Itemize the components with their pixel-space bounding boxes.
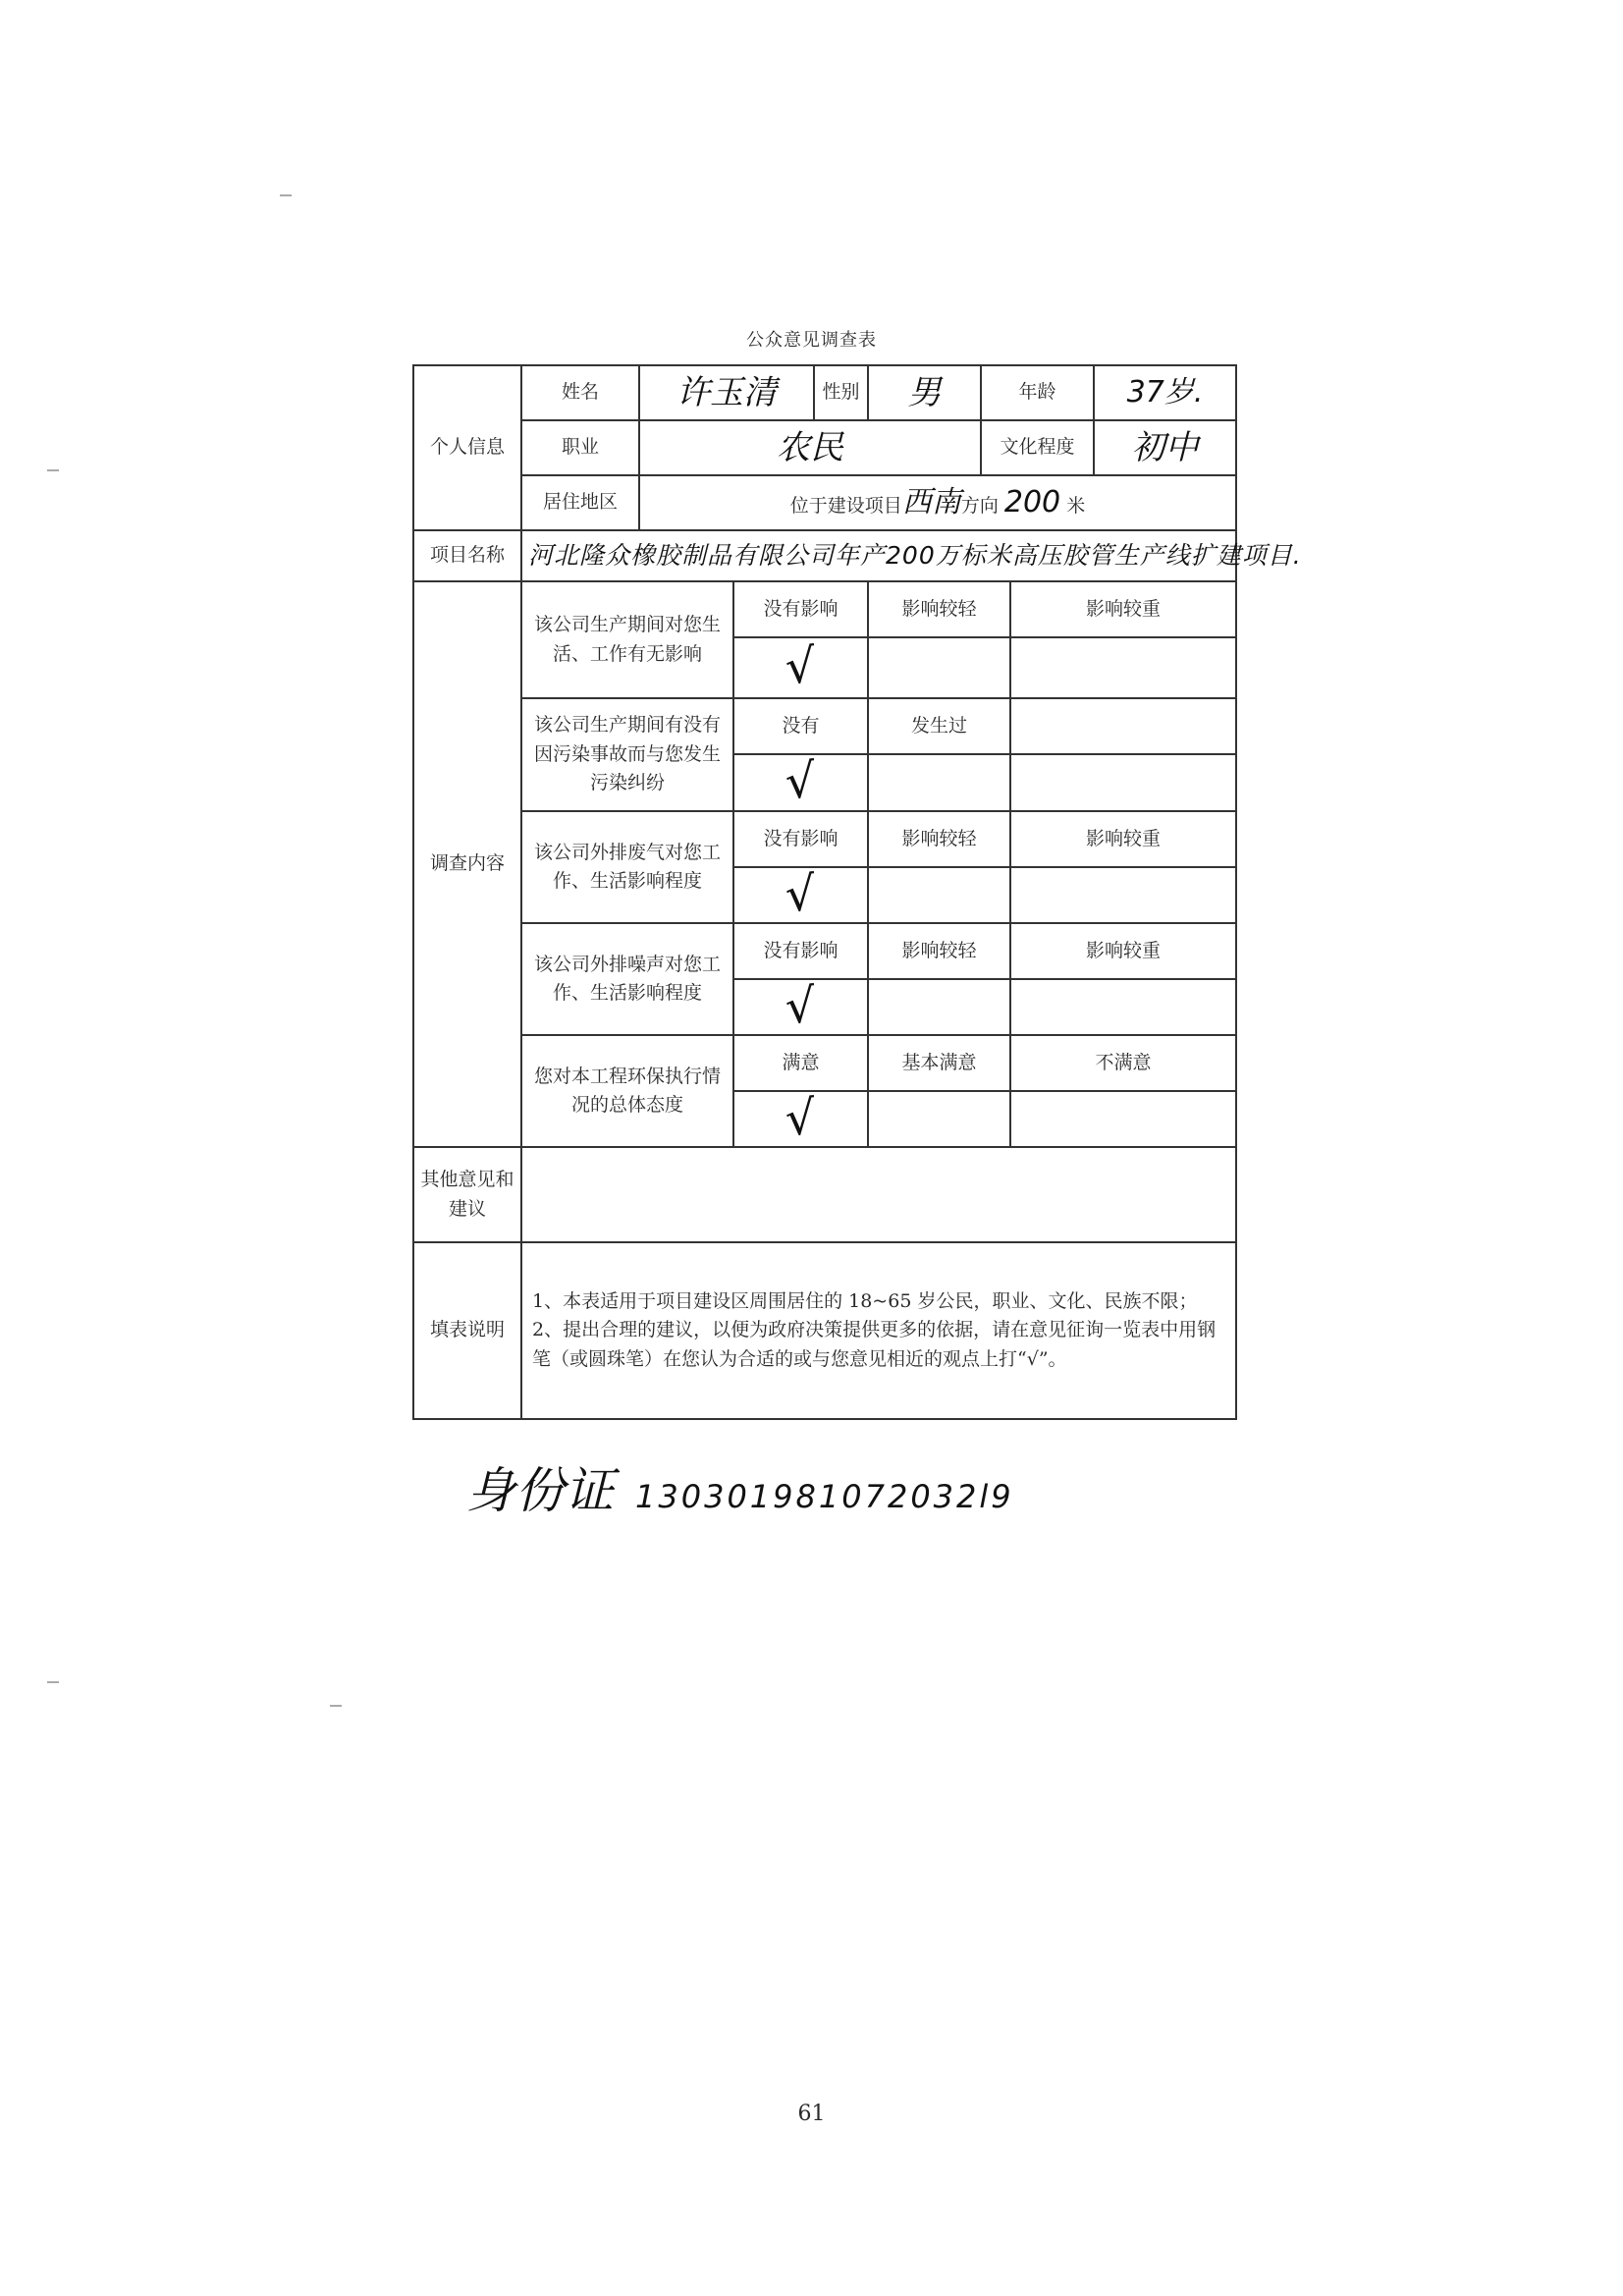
residence-value[interactable] (639, 475, 1236, 530)
question-5-text: 您对本工程环保执行情况的总体态度 (521, 1035, 733, 1147)
gender-label: 性别 (814, 365, 868, 420)
q2-option-1: 没有 (733, 698, 868, 754)
residence-label: 居住地区 (521, 475, 639, 530)
instructions-text (521, 1242, 1236, 1419)
instruction-line-2: 2、提出合理的建议，以便为政府决策提供更多的依据，请在意见征询一览表中用钢笔（或圆珠笔）在您认为合适的或与您意见相近的观点上打“√”。 (532, 1319, 1217, 1370)
other-opinions-field[interactable] (521, 1147, 1236, 1242)
q4-answer-1[interactable] (733, 979, 868, 1035)
q5-answer-1[interactable] (733, 1091, 868, 1147)
gender-handwriting: 男 (907, 372, 942, 412)
check-mark-icon: √ (784, 753, 818, 811)
education-label: 文化程度 (981, 420, 1094, 475)
q5-option-2: 基本满意 (868, 1035, 1010, 1091)
q1-option-3: 影响较重 (1010, 581, 1236, 637)
id-number-handwriting: 130301981072032l9 (635, 1478, 1014, 1515)
occupation-handwriting: 农民 (777, 427, 843, 467)
name-value[interactable] (639, 365, 814, 420)
project-label: 项目名称 (413, 530, 521, 581)
q1-option-1: 没有影响 (733, 581, 868, 637)
q4-option-1: 没有影响 (733, 923, 868, 979)
q5-answer-2[interactable] (868, 1091, 1010, 1147)
scan-speck (47, 469, 59, 471)
age-label: 年龄 (981, 365, 1094, 420)
q3-answer-2[interactable] (868, 867, 1010, 923)
q5-option-3: 不满意 (1010, 1035, 1236, 1091)
q4-answer-3[interactable] (1010, 979, 1236, 1035)
occupation-label: 职业 (521, 420, 639, 475)
residence-unit: 米 (1066, 494, 1086, 517)
q1-answer-1[interactable] (733, 637, 868, 698)
q4-option-2: 影响较轻 (868, 923, 1010, 979)
q3-answer-3[interactable] (1010, 867, 1236, 923)
section-survey: 调查内容 (413, 581, 521, 1147)
scan-speck (330, 1705, 342, 1707)
question-4-text: 该公司外排噪声对您工作、生活影响程度 (521, 923, 733, 1035)
check-mark-icon: √ (784, 638, 818, 696)
survey-table (412, 364, 1302, 1420)
check-mark-icon: √ (784, 1089, 818, 1147)
q2-option-3 (1010, 698, 1236, 754)
project-handwriting: 河北隆众橡胶制品有限公司年产200万标米高压胶管生产线扩建项目. (528, 540, 1302, 570)
scan-speck (280, 194, 292, 196)
q1-answer-2[interactable] (868, 637, 1010, 698)
form-title: 公众意见调查表 (746, 330, 877, 351)
q2-answer-3[interactable] (1010, 754, 1236, 811)
check-mark-icon: √ (784, 865, 818, 923)
id-label-handwriting: 身份证 (466, 1462, 614, 1519)
q5-option-1: 满意 (733, 1035, 868, 1091)
name-label: 姓名 (521, 365, 639, 420)
section-personal-info: 个人信息 (413, 365, 521, 530)
residence-prefix: 位于建设项目 (789, 494, 902, 517)
q2-answer-1[interactable] (733, 754, 868, 811)
question-2-text: 该公司生产期间有没有因污染事故而与您发生污染纠纷 (521, 698, 733, 811)
q2-answer-2[interactable] (868, 754, 1010, 811)
page-number: 61 (797, 2102, 826, 2126)
q1-option-2: 影响较轻 (868, 581, 1010, 637)
q1-answer-3[interactable] (1010, 637, 1236, 698)
project-value[interactable] (521, 530, 1302, 581)
gender-value[interactable] (868, 365, 981, 420)
instructions-label: 填表说明 (413, 1242, 521, 1419)
residence-direction-handwriting: 西南 (901, 484, 961, 519)
q3-option-2: 影响较轻 (868, 811, 1010, 867)
name-handwriting: 许玉清 (676, 372, 777, 412)
residence-direction-label: 方向 (960, 494, 999, 517)
education-value[interactable] (1094, 420, 1236, 475)
q3-option-3: 影响较重 (1010, 811, 1236, 867)
instruction-line-1: 1、本表适用于项目建设区周围居住的 18~65 岁公民，职业、文化、民族不限； (532, 1289, 1198, 1312)
residence-distance-handwriting: 200 (1003, 484, 1061, 519)
other-opinions-label: 其他意见和建议 (413, 1147, 521, 1242)
q2-option-2: 发生过 (868, 698, 1010, 754)
id-signature (466, 1451, 1014, 1522)
age-value[interactable] (1094, 365, 1236, 420)
q3-option-1: 没有影响 (733, 811, 868, 867)
education-handwriting: 初中 (1131, 427, 1199, 467)
q4-answer-2[interactable] (868, 979, 1010, 1035)
q4-option-3: 影响较重 (1010, 923, 1236, 979)
q3-answer-1[interactable] (733, 867, 868, 923)
occupation-value[interactable] (639, 420, 981, 475)
q5-answer-3[interactable] (1010, 1091, 1236, 1147)
question-3-text: 该公司外排废气对您工作、生活影响程度 (521, 811, 733, 923)
age-handwriting: 37岁. (1126, 374, 1204, 410)
scan-speck (47, 1681, 59, 1683)
check-mark-icon: √ (784, 977, 818, 1035)
question-1-text: 该公司生产期间对您生活、工作有无影响 (521, 581, 733, 698)
